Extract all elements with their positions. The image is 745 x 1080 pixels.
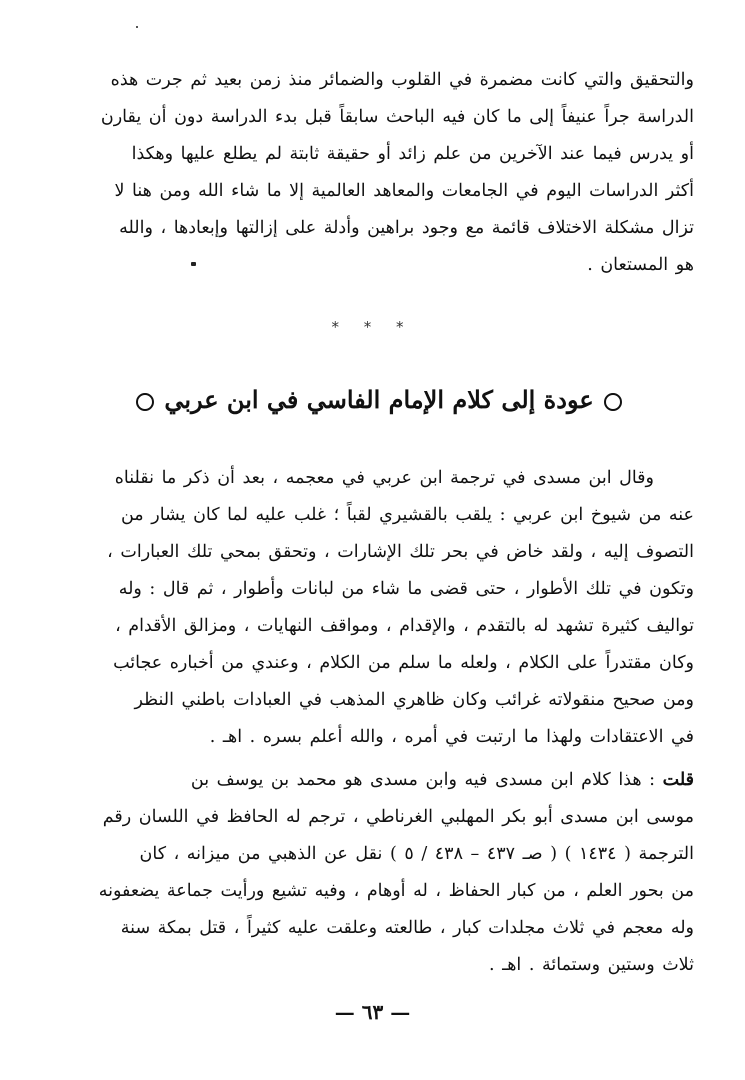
text-line: تزال مشكلة الاختلاف قائمة مع وجود براهين وأدلة على إزالتها وإبعادها ، والله: [119, 218, 694, 238]
section-heading: [64, 378, 694, 422]
bottom-paragraph: [64, 762, 694, 984]
text-line: الدراسة جراً عنيفاً إلى ما كان فيه الباحث سابقاً قبل بدء الدراسة دون أن يقارن: [100, 107, 694, 127]
text-line: أكثر الدراسات اليوم في الجامعات والمعاهد العالمية إلا ما شاء الله ومن هنا لا: [114, 181, 694, 201]
text-line: الترجمة ( ١٤٣٤ ) ( صـ ٤٣٧ – ٤٣٨ / ٥ ) نقل عن الذهبي من ميزانه ، كان: [139, 844, 694, 864]
text-line: والتحقيق والتي كانت مضمرة في القلوب والضمائر منذ زمن بعيد ثم جرت هذه: [110, 70, 694, 90]
text-line: وله معجم في ثلاث مجلدات كبار ، طالعته وعلقت عليه كثيراً ، قتل بمكة سنة: [120, 918, 694, 938]
text-line: أو يدرس فيما عند الآخرين من علم زائد أو حقيقة ثابتة لم يطلع عليها وهكذا: [131, 144, 694, 164]
text-line: من بحور العلم ، من كبار الحفاظ ، له أوهام ، وفيه تشيع ورأيت جماعة يضعفونه: [98, 881, 694, 901]
top-paragraph: [64, 62, 694, 284]
page-number: — ٦٣ —: [334, 1000, 411, 1024]
text-line: [64, 762, 694, 799]
text-line: ومن صحيح منقولاته غرائب وكان ظاهري المذهب في العبادات باطني النظر: [134, 690, 694, 710]
text-line: عنه من شيوخ ابن عربي : يلقب بالقشيري لقباً ؛ غلب عليه لما كان يشار من: [120, 505, 694, 525]
middle-paragraph: [64, 460, 694, 756]
text-line: وقال ابن مسدى في ترجمة ابن عربي في معجمه ، بعد أن ذكر ما نقلناه: [114, 468, 654, 488]
text-line: تواليف كثيرة تشهد له بالتقدم ، والإقدام ، ومواقف النهايات ، ومزالق الأقدام ،: [115, 616, 694, 636]
line-rest: : هذا كلام ابن مسدى فيه وابن مسدى هو محمد بن يوسف بن: [190, 770, 656, 790]
text-line: التصوف إليه ، ولقد خاض في بحر تلك الإشارات ، وتحقق بمحي تلك العبارات ،: [107, 542, 694, 562]
heading-text: عودة إلى كلام الإمام الفاسي في ابن عربي: [164, 385, 594, 414]
text-line: وتكون في تلك الأطوار ، حتى قضى ما شاء من لبانات وأطوار ، ثم قال : وله: [118, 579, 694, 599]
text-line: في الاعتقادات ولهذا ما ارتبت في أمره ، والله أعلم بسره . اهـ .: [209, 727, 694, 747]
circle-ornament-icon: [604, 393, 622, 411]
section-separator: * * *: [331, 318, 414, 336]
text-line: هو المستعان .: [587, 255, 694, 275]
qult-label: قلت: [662, 770, 694, 790]
text-line: ثلاث وستين وستمائة . اهـ .: [488, 955, 694, 975]
text-line: موسى ابن مسدى أبو بكر المهلبي الغرناطي ، ترجم له الحافظ في اللسان رقم: [102, 807, 694, 827]
circle-ornament-icon: [136, 393, 154, 411]
text-line: وكان مقتدراً على الكلام ، ولعله ما سلم من الكلام ، وعندي من أخباره عجائب: [113, 653, 694, 673]
page-speck: [136, 26, 138, 28]
ink-dot: [191, 262, 196, 266]
